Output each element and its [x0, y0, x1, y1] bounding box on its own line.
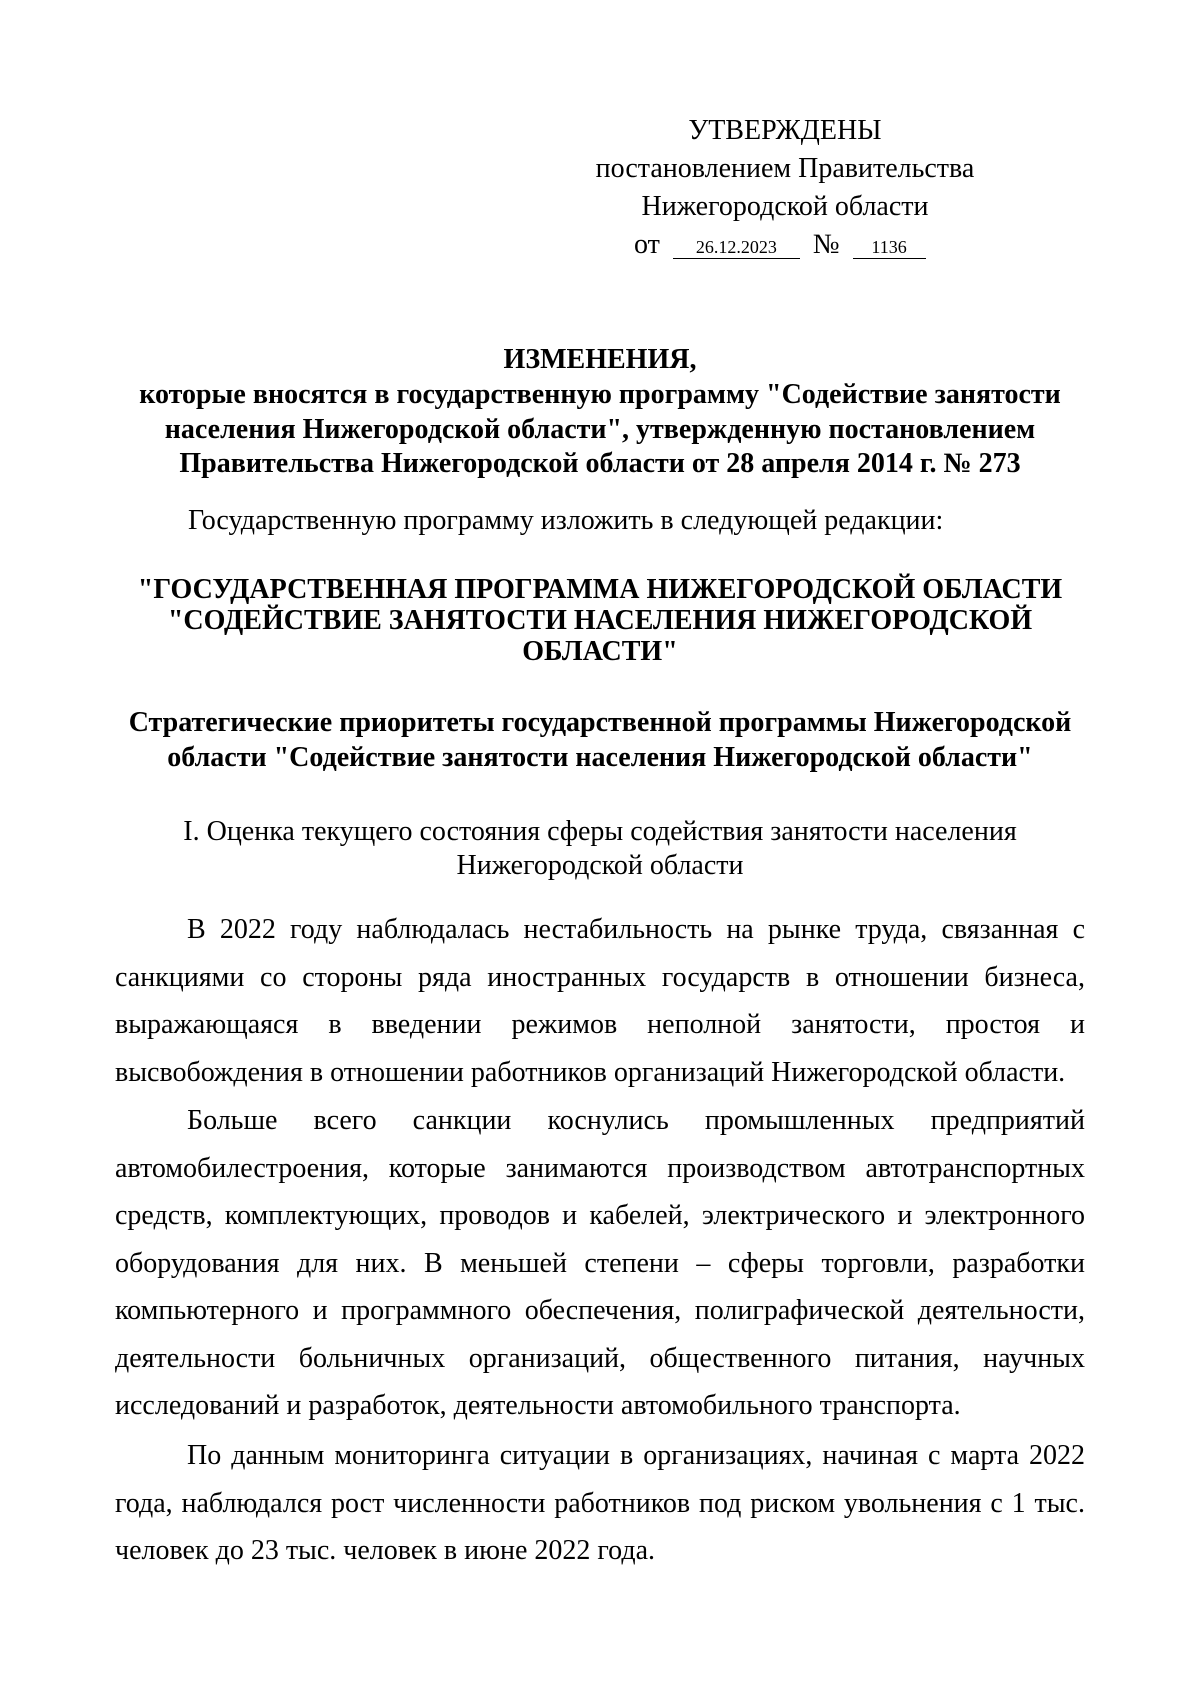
changes-title: ИЗМЕНЕНИЯ, — [503, 344, 697, 375]
program-title: "ГОСУДАРСТВЕННАЯ ПРОГРАММА НИЖЕГОРОДСКОЙ ОБЛАСТИ "СОДЕЙСТВИЕ ЗАНЯТОСТИ НАСЕЛЕНИЯ НИЖЕГОРОДСКОЙ ОБЛАСТИ" — [137, 574, 1063, 667]
priorities-title: Стратегические приоритеты государственной программы Нижегородской области "Содействие занятости населения Нижегородской области" — [128, 707, 1072, 773]
decree-date: 26.12.2023 — [673, 236, 800, 259]
body-paragraph: Больше всего санкции коснулись промышленных предприятий автомобилестроения, которые занимаются производством автотранспортных средств, комплектующих, проводов и кабелей, электрического и электронного оборудования для них. В меньшей степени – сферы торговли, разработки компьютерного и программного обеспечения, полиграфической деятельности, деятельности больничных организаций, общественного питания, научных исследований и разработок, деятельности автомобильного транспорта. — [115, 1105, 1085, 1421]
approval-date-line — [585, 226, 985, 264]
approval-region: Нижегородской области — [641, 191, 929, 222]
number-sign: № — [812, 229, 840, 260]
section-title: I. Оценка текущего состояния сферы содействия занятости населения Нижегородской области — [183, 816, 1017, 881]
body-paragraph: В 2022 году наблюдалась нестабильность на рынке труда, связанная с санкциями со стороны ряда иностранных государств в отношении бизнеса, выражающаяся в введении режимов неполной занятости, простоя и высвобождения в отношении работников организаций Нижегородской области. — [115, 914, 1085, 1088]
approved-label: УТВЕРЖДЕНЫ — [688, 115, 882, 146]
approval-authority: постановлением Правительства — [595, 153, 975, 184]
date-prefix: от — [634, 229, 660, 260]
approval-stamp — [585, 112, 985, 264]
body-paragraph: По данным мониторинга ситуации в организациях, начиная с марта 2022 года, наблюдался рост численности работников под риском увольнения с 1 тыс. человек до 23 тыс. человек в июне 2022 года. — [115, 1440, 1085, 1566]
decree-number: 1136 — [853, 236, 926, 259]
intro-text: Государственную программу изложить в следующей редакции: — [188, 505, 944, 536]
changes-subtitle: которые вносятся в государственную программу "Содействие занятости населения Нижегородской области", утвержденную постановлением Правительства Нижегородской области от 28 апреля 2014 г. № 273 — [139, 379, 1061, 479]
